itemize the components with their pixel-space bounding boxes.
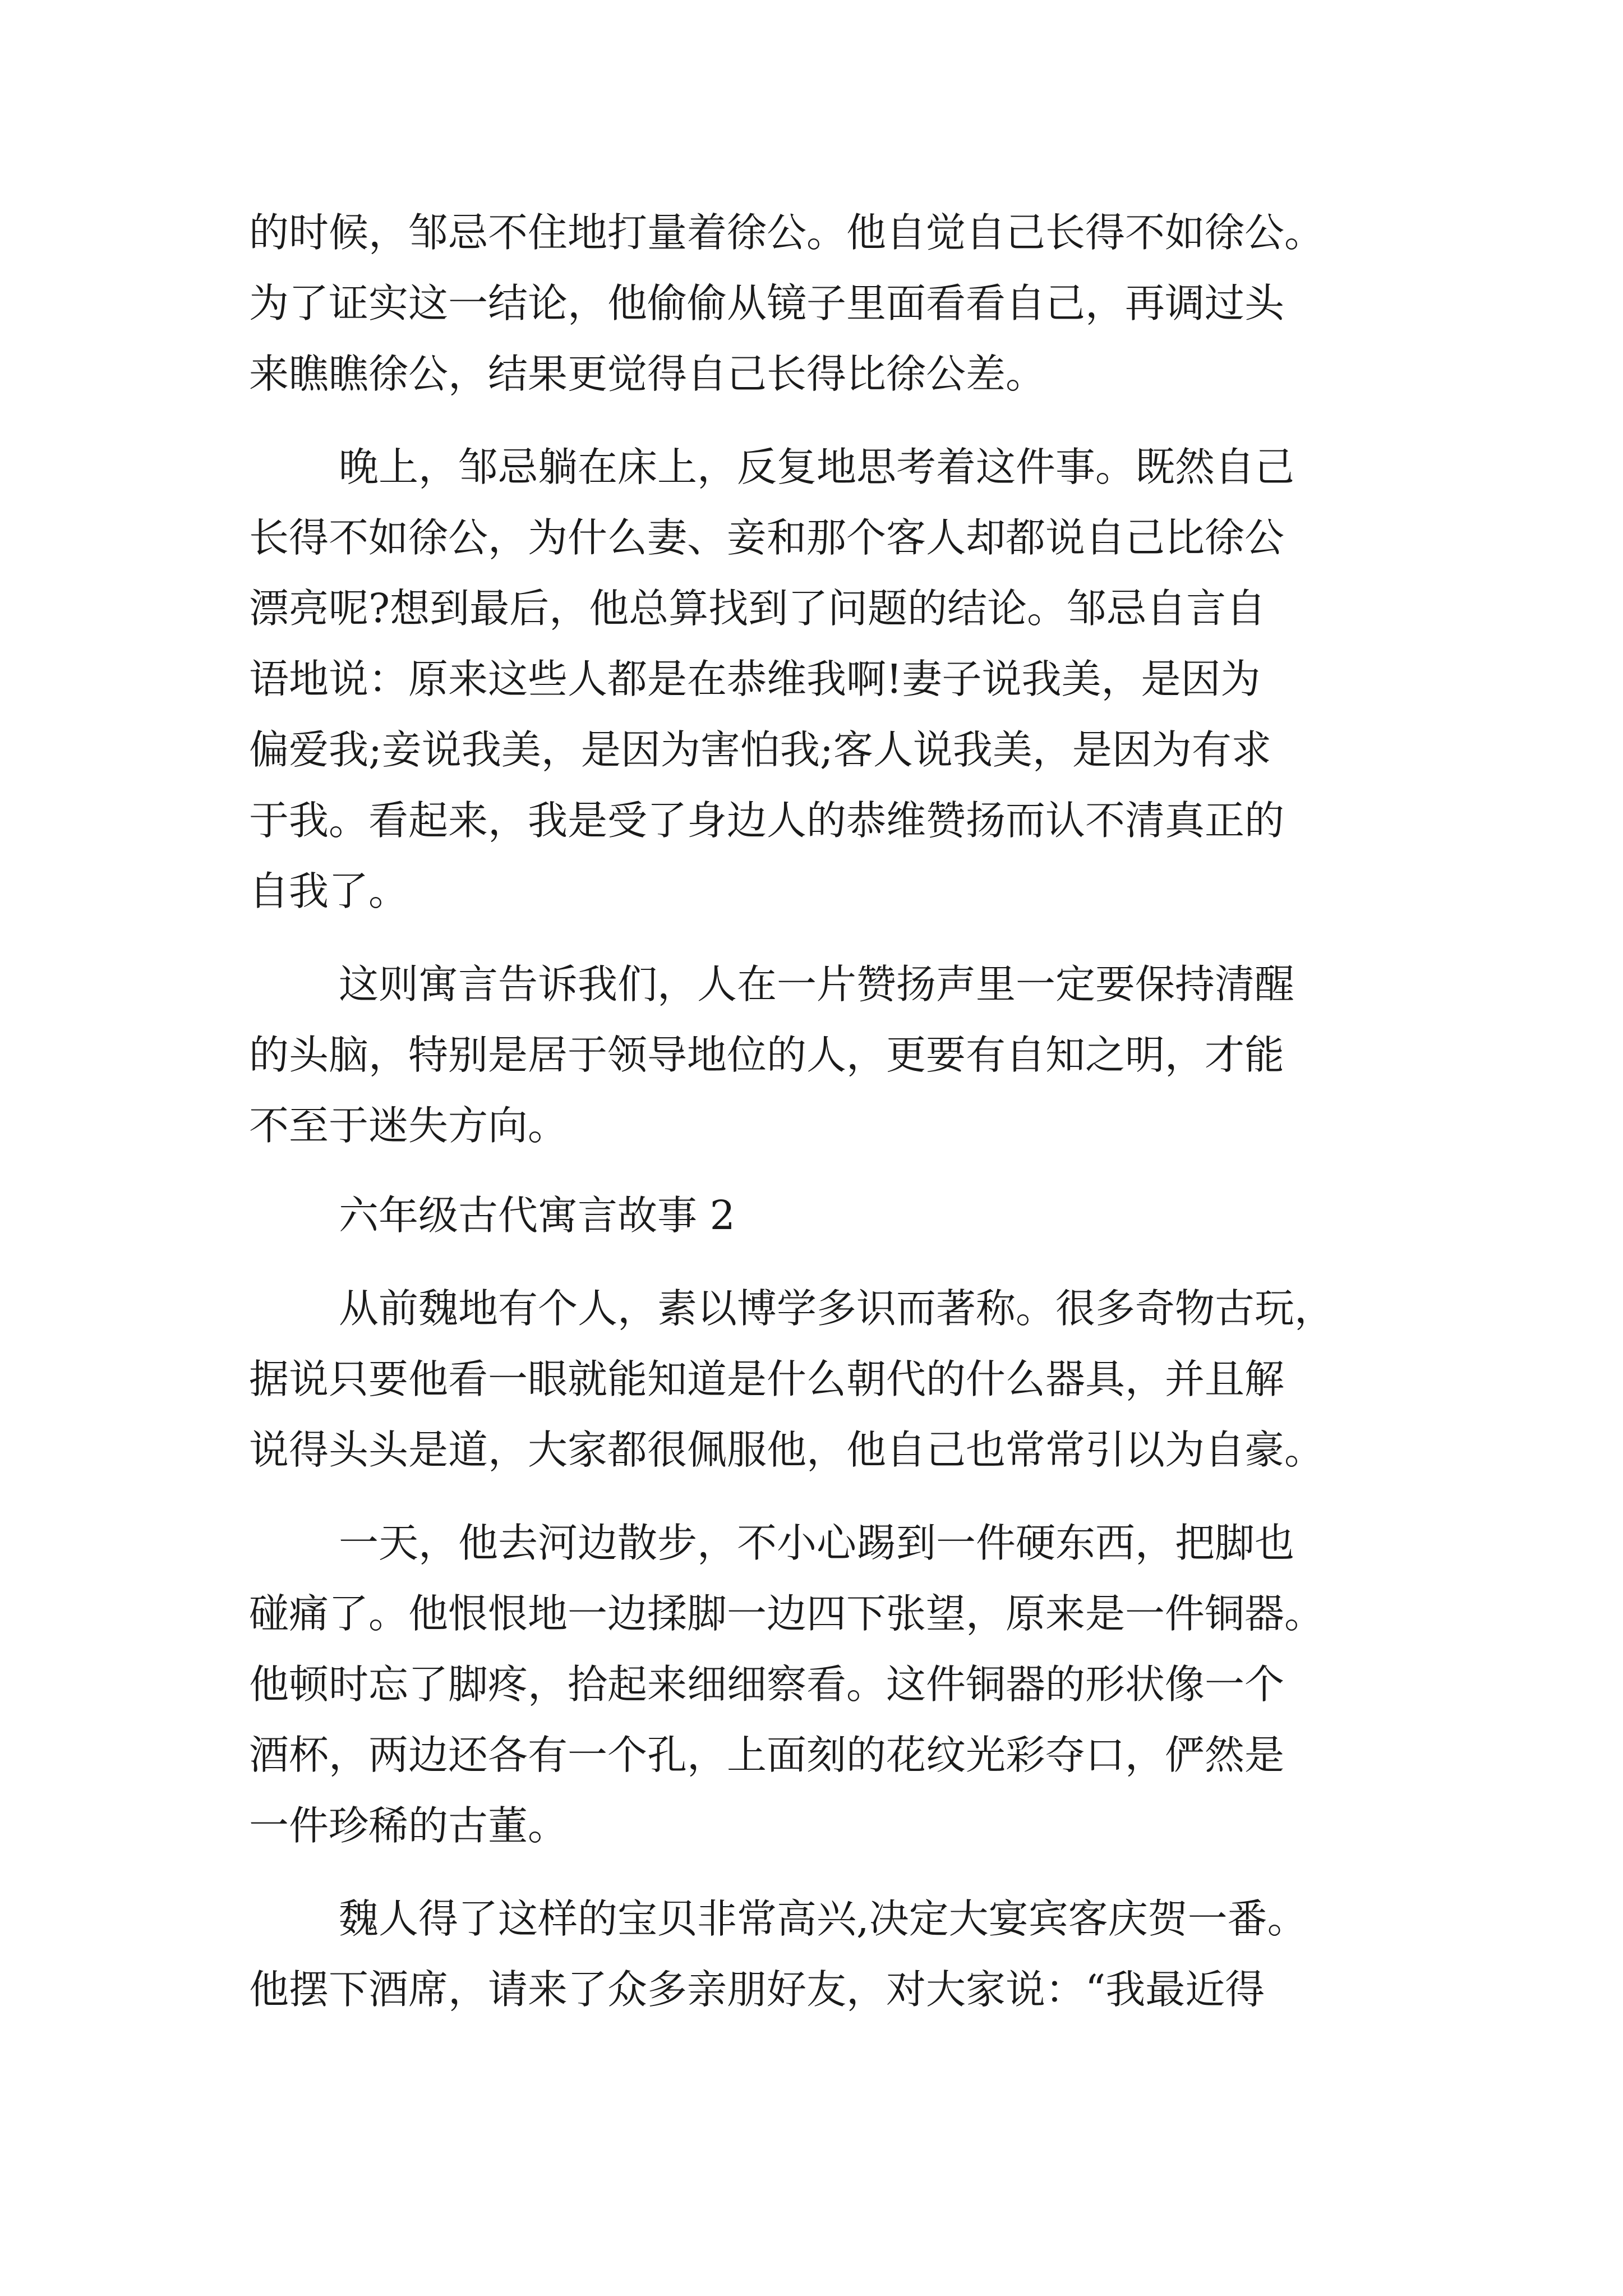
text-line: 为了证实这一结论，他偷偷从镜子里面看看自己，再调过头 bbox=[249, 280, 1285, 326]
text-line: 自我了。 bbox=[249, 868, 409, 914]
text-line: 据说只要他看一眼就能知道是什么朝代的什么器具，并且解 bbox=[249, 1356, 1285, 1402]
paragraph-first-line: 从前魏地有个人，素以博学多识而著称。很多奇物古玩， bbox=[339, 1285, 1335, 1332]
text-line: 来瞧瞧徐公，结果更觉得自己长得比徐公差。 bbox=[249, 351, 1046, 397]
paragraph-first-line: 晚上，邹忌躺在床上，反复地思考着这件事。既然自己 bbox=[339, 444, 1295, 490]
paragraph-first-line: 这则寓言告诉我们，人在一片赞扬声里一定要保持清醒 bbox=[339, 961, 1295, 1007]
text-line: 长得不如徐公，为什么妻、妾和那个客人却都说自己比徐公 bbox=[249, 514, 1285, 561]
text-line: 偏爱我;妾说我美，是因为害怕我;客人说我美，是因为有求 bbox=[249, 726, 1271, 773]
text-line: 酒杯，两边还各有一个孔，上面刻的花纹光彩夺口，俨然是 bbox=[249, 1732, 1285, 1778]
text-line: 语地说：原来这些人都是在恭维我啊!妻子说我美，是因为 bbox=[249, 656, 1261, 702]
text-line: 的头脑，特别是居于领导地位的人，更要有自知之明，才能 bbox=[249, 1032, 1285, 1078]
paragraph-first-line: 一天，他去河边散步，不小心踢到一件硬东西，把脚也 bbox=[339, 1520, 1295, 1566]
text-line: 不至于迷失方向。 bbox=[249, 1102, 568, 1149]
paragraph-first-line: 魏人得了这样的宝贝非常高兴,决定大宴宾客庆贺一番。 bbox=[339, 1895, 1307, 1942]
text-line: 他摆下酒席，请来了众多亲朋好友，对大家说：“我最近得 bbox=[249, 1966, 1265, 2013]
text-line: 一件珍稀的古董。 bbox=[249, 1802, 568, 1849]
text-line: 说得头头是道，大家都很佩服他，他自己也常常引以为自豪。 bbox=[249, 1427, 1325, 1473]
text-line: 漂亮呢?想到最后，他总算找到了问题的结论。邹忌自言自 bbox=[249, 585, 1266, 632]
section-heading: 六年级古代寓言故事 2 bbox=[339, 1192, 735, 1239]
text-line: 的时候，邹忌不住地打量着徐公。他自觉自己长得不如徐公。 bbox=[249, 209, 1325, 256]
text-line: 他顿时忘了脚疼，拾起来细细察看。这件铜器的形状像一个 bbox=[249, 1661, 1285, 1708]
text-line: 碰痛了。他恨恨地一边揉脚一边四下张望，原来是一件铜器。 bbox=[249, 1590, 1325, 1637]
text-line: 于我。看起来，我是受了身边人的恭维赞扬而认不清真正的 bbox=[249, 797, 1285, 844]
